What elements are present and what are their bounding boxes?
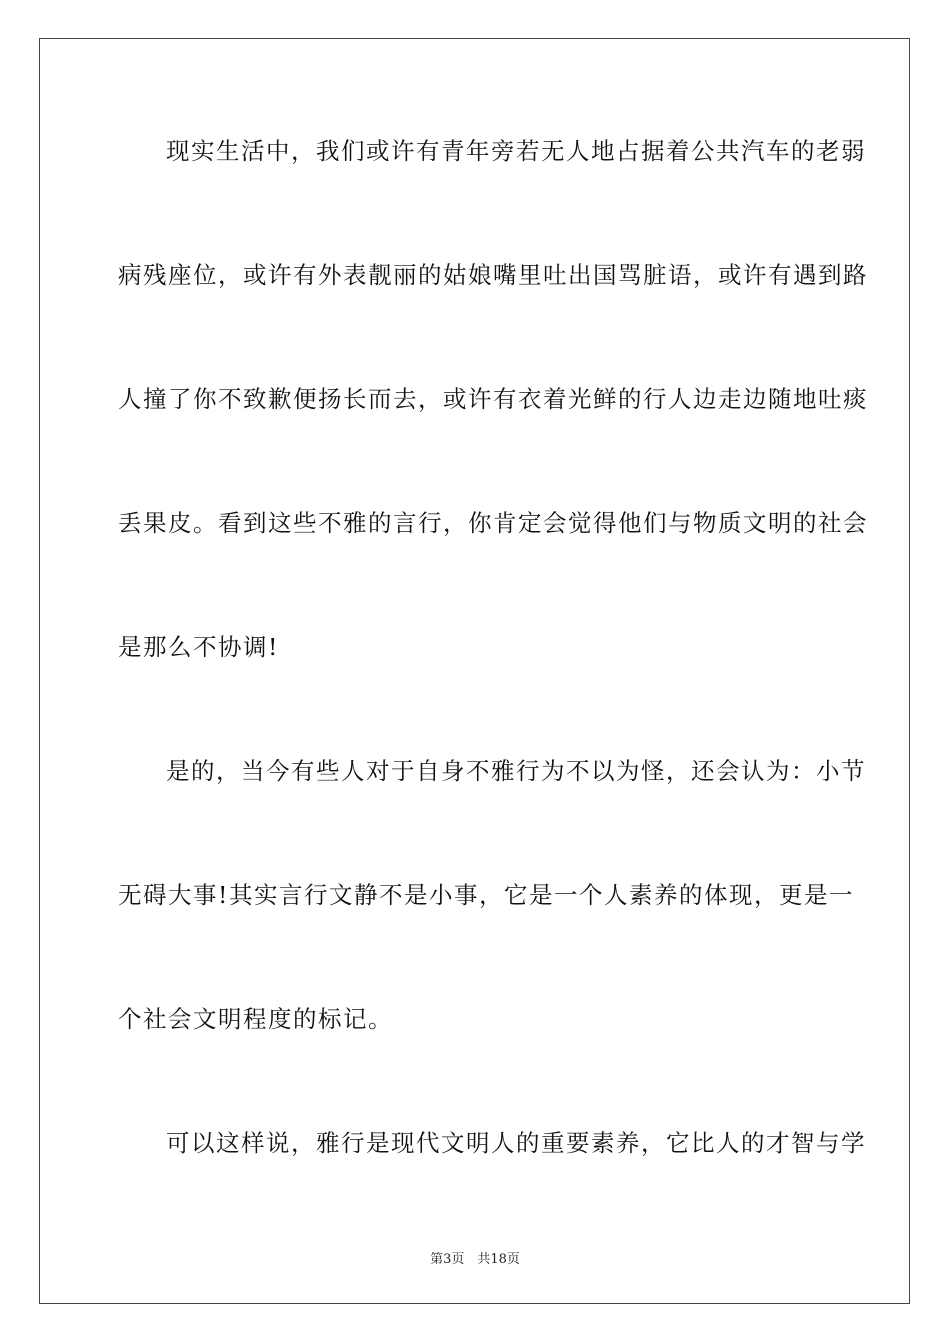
page-border — [39, 38, 910, 1304]
paragraph-line: 丢果皮。看到这些不雅的言行，你肯定会觉得他们与物质文明的社会 — [118, 509, 868, 537]
paragraph-line: 病残座位，或许有外表靓丽的姑娘嘴里吐出国骂脏语，或许有遇到路 — [118, 261, 868, 289]
paragraph-line: 是的，当今有些人对于自身不雅行为不以为怪，还会认为：小节 — [166, 757, 866, 785]
page-number-footer: 第3页 共18页 — [430, 1252, 520, 1267]
paragraph-line: 人撞了你不致歉便扬长而去，或许有衣着光鲜的行人边走边随地吐痰 — [118, 385, 868, 413]
paragraph-line: 可以这样说，雅行是现代文明人的重要素养，它比人的才智与学 — [166, 1129, 866, 1157]
paragraph-line: 个社会文明程度的标记。 — [118, 1005, 393, 1033]
paragraph-line: 是那么不协调! — [118, 633, 279, 661]
paragraph-line: 现实生活中，我们或许有青年旁若无人地占据着公共汽车的老弱 — [166, 137, 866, 165]
paragraph-line: 无碍大事!其实言行文静不是小事，它是一个人素养的体现，更是一 — [118, 881, 854, 909]
